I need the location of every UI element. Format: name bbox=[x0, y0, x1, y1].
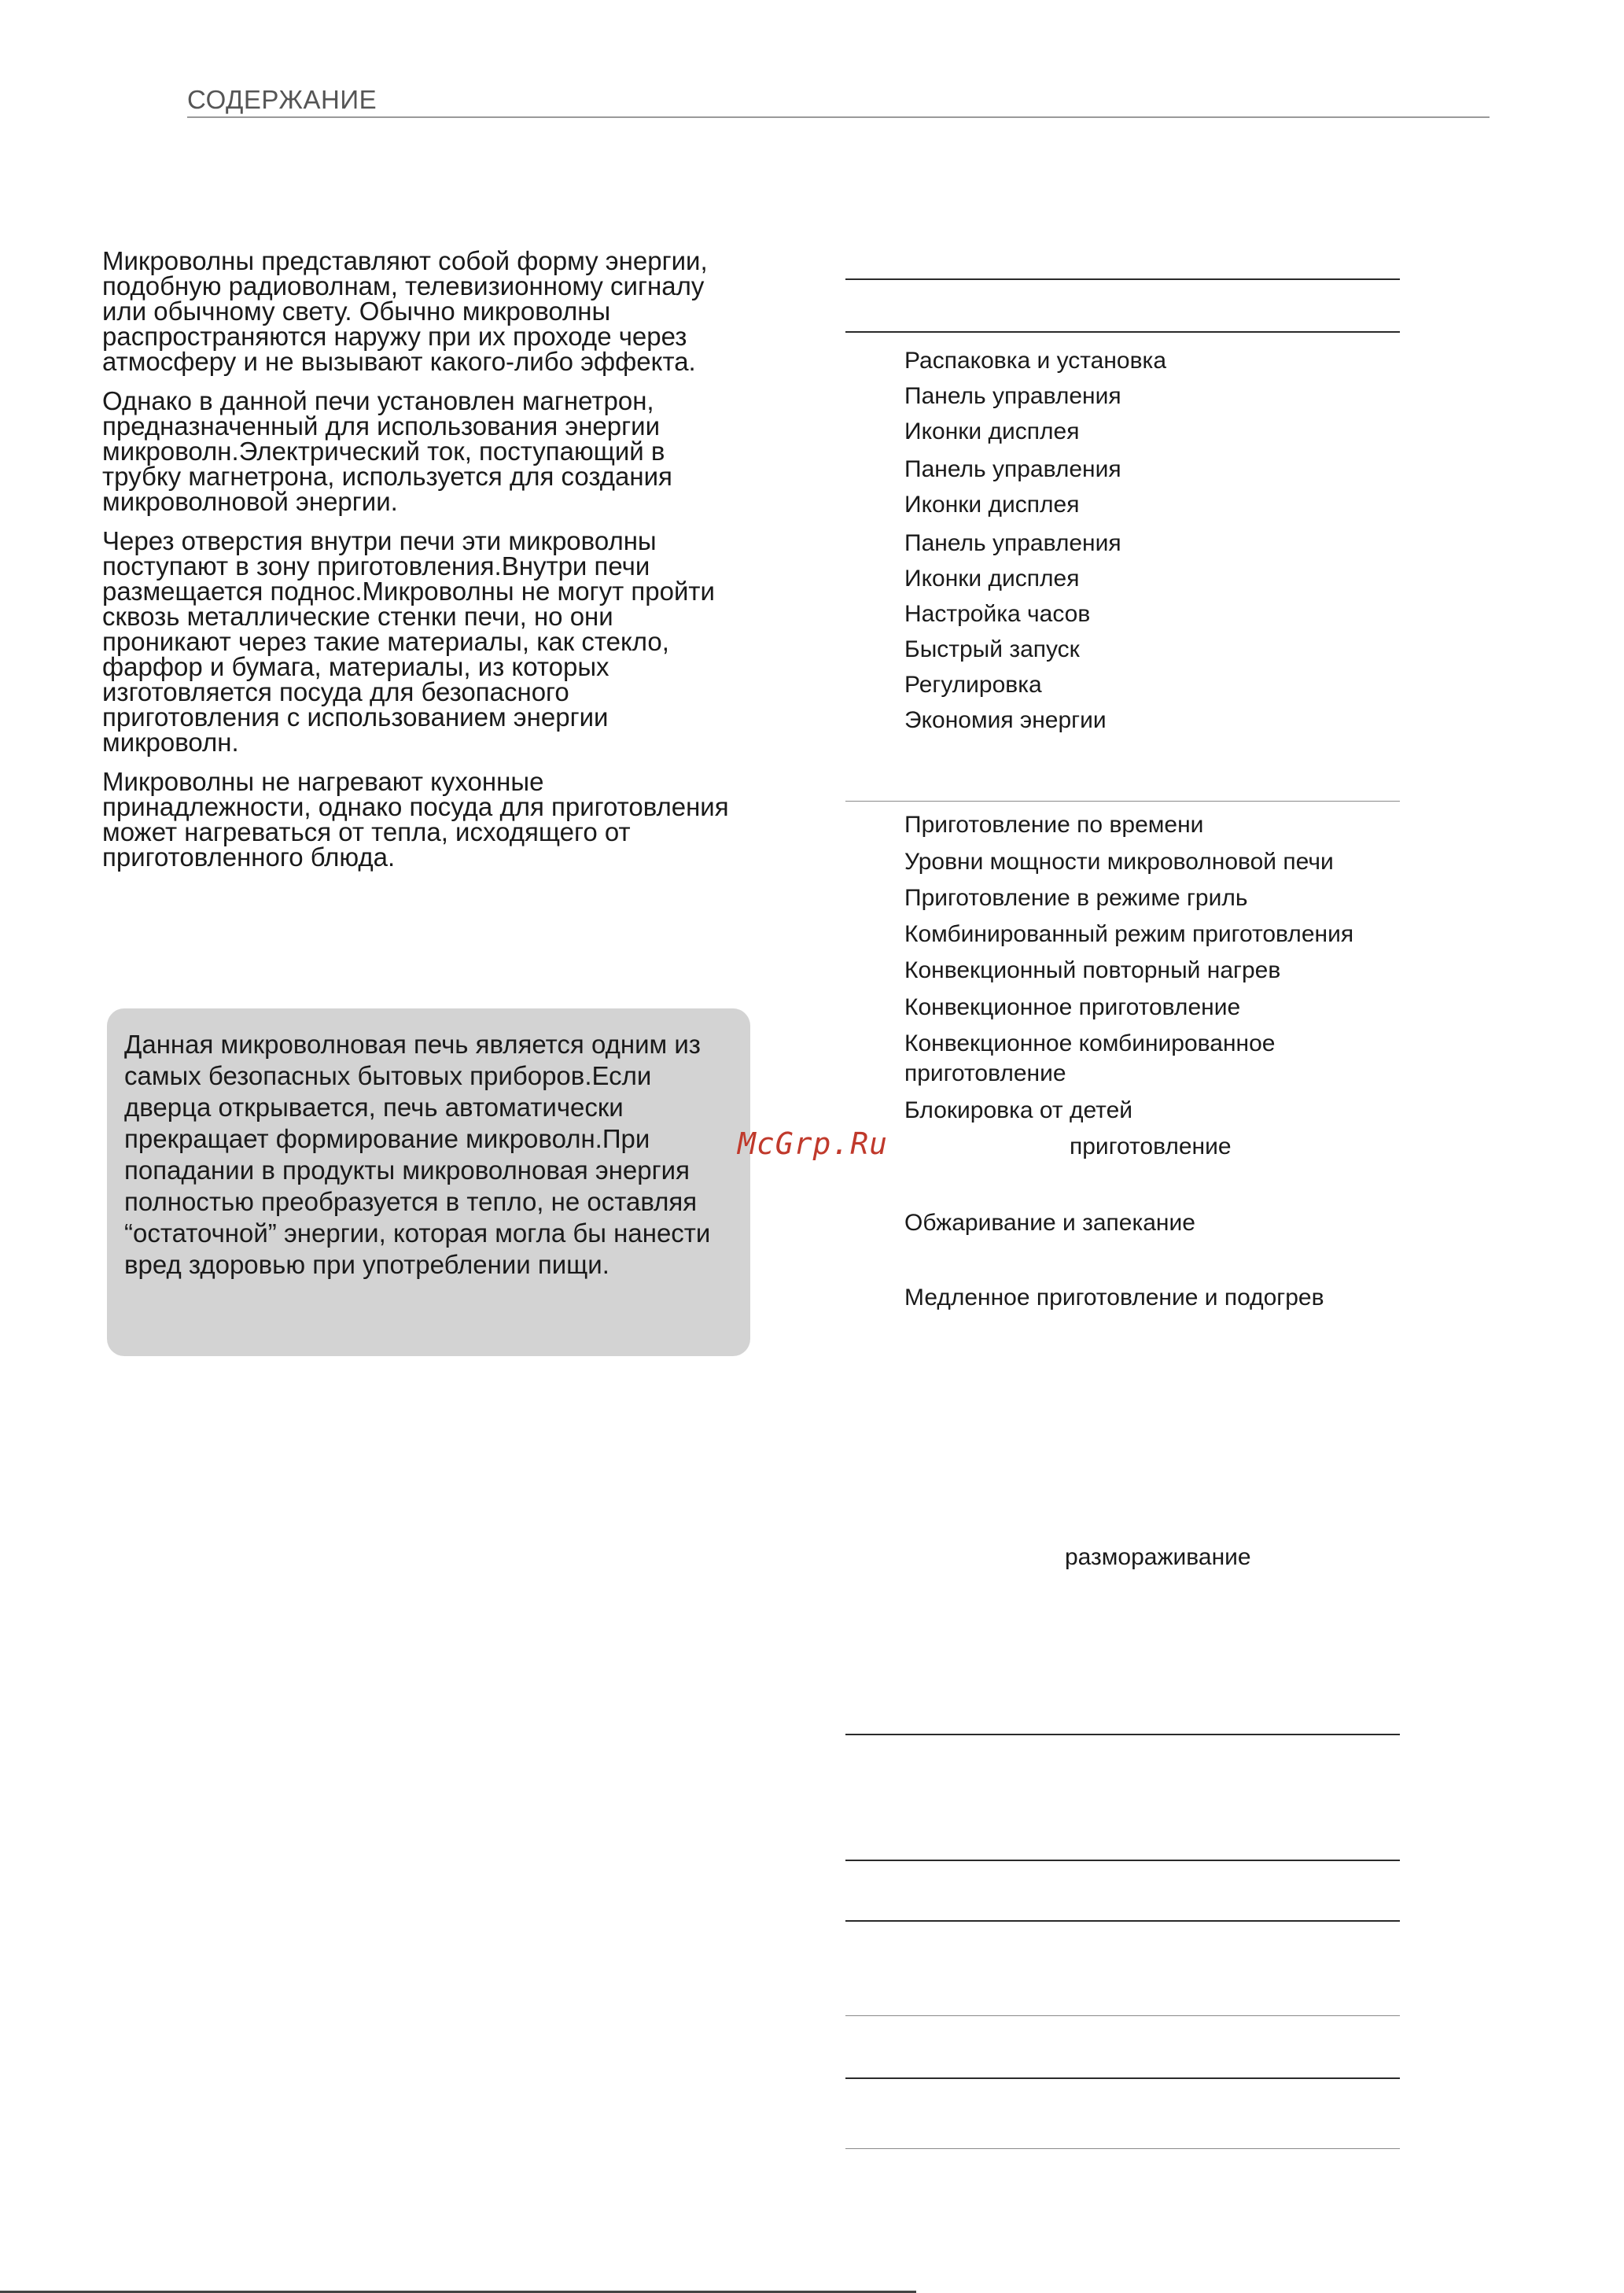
toc-item[interactable]: Конвекционный повторный нагрев bbox=[904, 957, 1281, 983]
toc-divider bbox=[845, 2148, 1400, 2149]
intro-paragraph: Микроволны представляют собой форму энергии, подобную радиоволнам, телевизионному сигналу или обычному свету. Обычно микроволны распространяются наружу при их проходе через атмосферу и не вызывают какого-либо эффекта. bbox=[102, 246, 708, 376]
toc-item[interactable]: Быстрый запуск bbox=[904, 636, 1080, 662]
safety-note-box bbox=[107, 1008, 750, 1356]
toc-item[interactable]: Иконки дисплея bbox=[904, 418, 1080, 444]
toc-item[interactable]: Регулировка bbox=[904, 672, 1042, 698]
toc-item[interactable]: Экономия энергии bbox=[904, 707, 1107, 733]
page-title: СОДЕРЖАНИЕ bbox=[187, 85, 377, 114]
toc-item[interactable]: приготовление bbox=[1070, 1134, 1232, 1159]
toc-item[interactable]: Медленное приготовление и подогрев bbox=[904, 1285, 1324, 1311]
safety-note-text: Данная микроволновая печь является одним из самых безопасных бытовых приборов.Если дверца открывается, печь автоматически прекращает формирование микроволн.При попадании в продукты микроволновая энергия полностью преобразуется в тепло, не оставляя “остаточной” энергии, которая могла бы нанести вред здоровью при употреблении пищи. bbox=[124, 1030, 711, 1279]
toc-item[interactable]: Блокировка от детей bbox=[904, 1097, 1133, 1123]
toc-item[interactable]: размораживание bbox=[1065, 1544, 1251, 1570]
toc-item[interactable]: Настройка часов bbox=[904, 601, 1091, 627]
toc-item[interactable]: Панель управления bbox=[904, 383, 1121, 409]
toc-divider bbox=[845, 2077, 1400, 2079]
watermark: McGrp.Ru bbox=[738, 1126, 889, 1161]
toc-item[interactable]: Приготовление в режиме гриль bbox=[904, 885, 1248, 911]
toc-item[interactable]: Приготовление по времени bbox=[904, 812, 1204, 838]
toc-item[interactable]: Распаковка и установка bbox=[904, 348, 1167, 374]
toc-item[interactable]: Конвекционное приготовление bbox=[904, 994, 1241, 1020]
intro-paragraph: Микроволны не нагревают кухонные принадлежности, однако посуда для приготовления может нагреваться от тепла, исходящего от приготовленного блюда. bbox=[102, 767, 729, 872]
toc-divider bbox=[845, 1734, 1400, 1735]
toc-divider bbox=[845, 1860, 1400, 1861]
toc-divider bbox=[845, 1920, 1400, 1922]
toc-item[interactable]: Иконки дисплея bbox=[904, 566, 1080, 592]
toc-item[interactable]: Панель управления bbox=[904, 530, 1121, 556]
toc-item[interactable]: Конвекционное комбинированное bbox=[904, 1030, 1276, 1056]
toc-divider bbox=[845, 278, 1400, 280]
toc-item[interactable]: Уровни мощности микроволновой печи bbox=[904, 849, 1334, 875]
toc-divider bbox=[845, 2015, 1400, 2016]
header-divider bbox=[187, 116, 1490, 118]
toc-item[interactable]: Комбинированный режим приготовления bbox=[904, 921, 1354, 947]
intro-text bbox=[102, 246, 747, 884]
toc-item[interactable]: Иконки дисплея bbox=[904, 492, 1080, 518]
toc-item[interactable]: Панель управления bbox=[904, 456, 1121, 482]
toc-divider bbox=[845, 331, 1400, 333]
toc-item[interactable]: Обжаривание и запекание bbox=[904, 1210, 1195, 1236]
toc-item[interactable]: приготовление bbox=[904, 1060, 1066, 1086]
intro-paragraph: Однако в данной печи установлен магнетрон, предназначенный для использования энергии микроволн.Электрический ток, поступающий в трубку магнетрона, используется для создания микроволновой энергии. bbox=[102, 386, 672, 516]
intro-paragraph: Через отверстия внутри печи эти микроволны поступают в зону приготовления.Внутри печи размещается поднос.Микроволны не могут пройти сквозь металлические стенки печи, но они проникают через такие материалы, как стекло, фарфор и бумага, материалы, из которых изготовляется посуда для безопасного приготовления с использованием энергии микроволн. bbox=[102, 526, 715, 757]
toc-divider bbox=[845, 801, 1400, 802]
